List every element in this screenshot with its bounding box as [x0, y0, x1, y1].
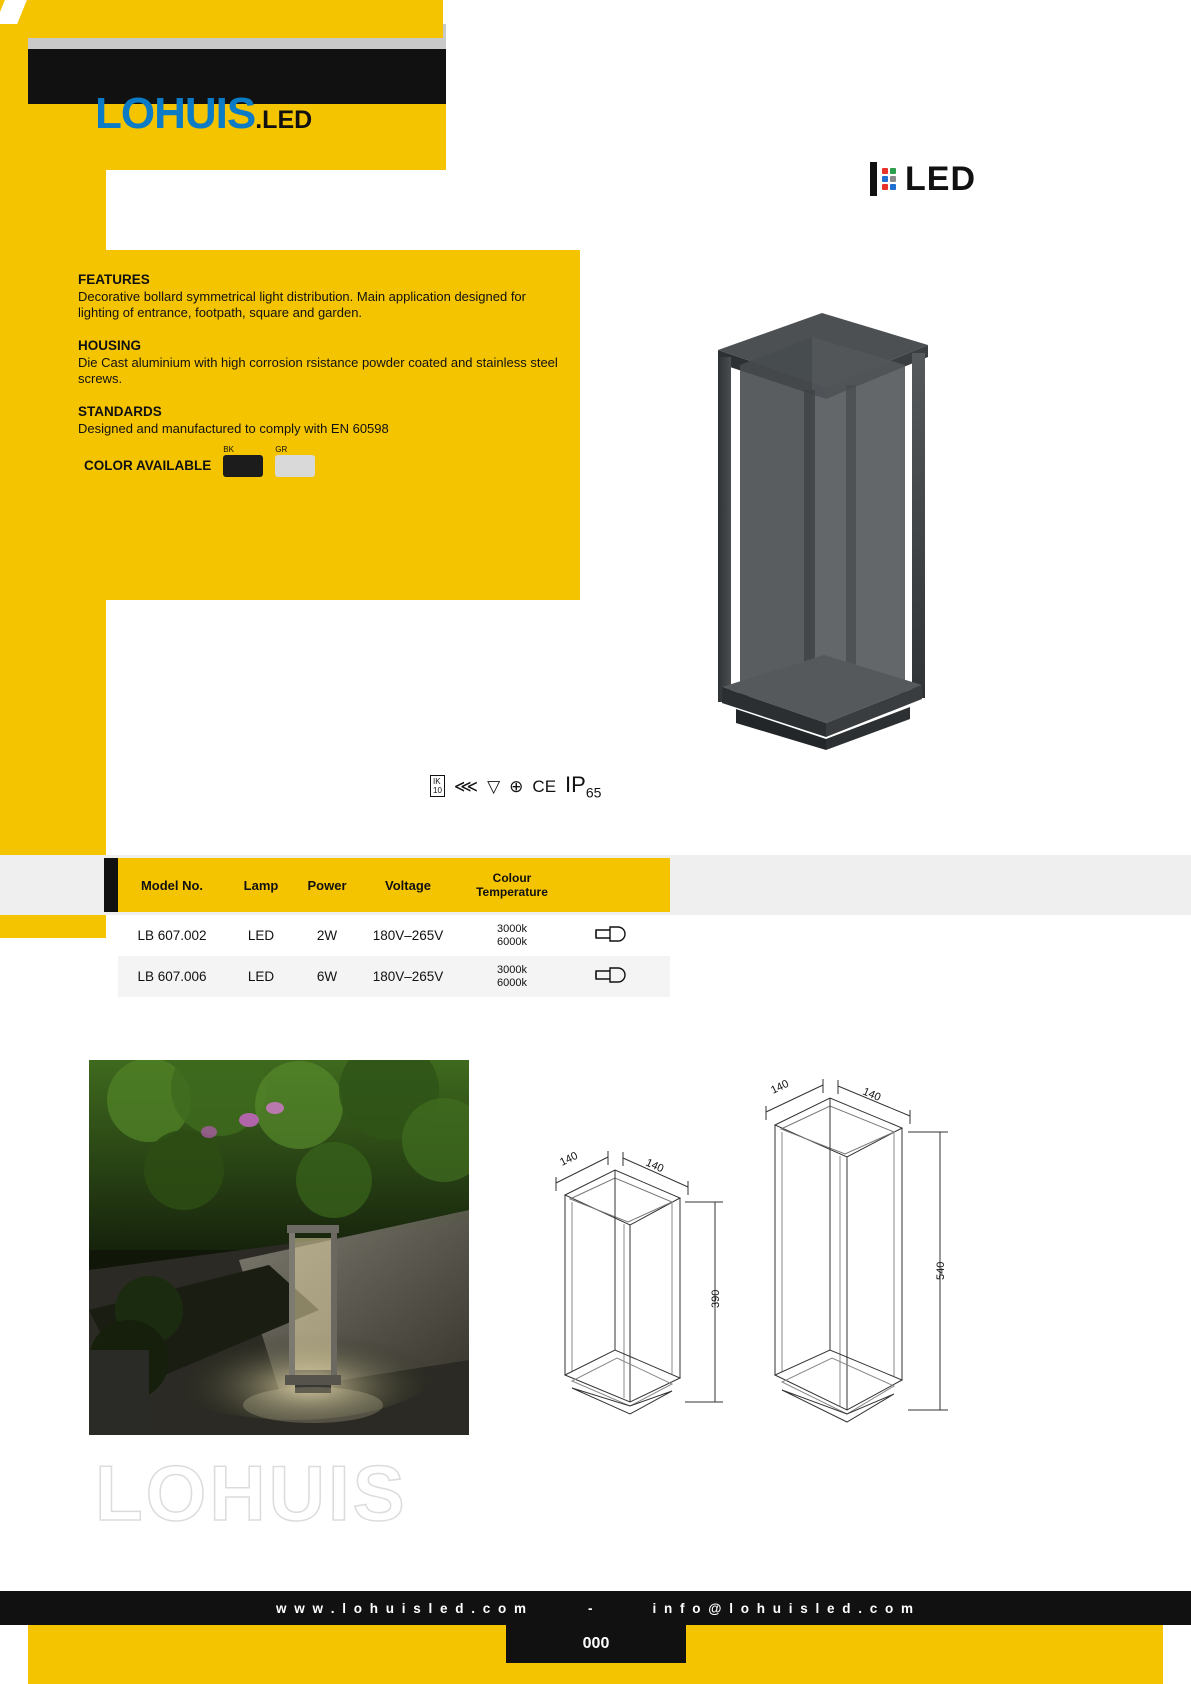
- table-header-lamp: Lamp: [243, 877, 279, 893]
- class-2-icon: ⋘: [453, 776, 479, 796]
- led-badge-bar: [870, 162, 877, 196]
- footer-white-right: [1163, 1625, 1191, 1684]
- color-swatch-bk-chip: [223, 455, 263, 477]
- color-available-row: [84, 445, 327, 477]
- cell-power: 6W: [316, 969, 338, 984]
- color-swatch-gr-code: GR: [275, 445, 288, 454]
- cell-colour-temperature: 3000k 6000k: [497, 963, 527, 989]
- table-row: [118, 956, 670, 997]
- features-body: Decorative bollard symmetrical light distribution. Main application designed for lighting of entrance, footpath, square and garden.: [78, 289, 526, 320]
- footer-website[interactable]: w w w . l o h u i s l e d . c o m: [276, 1600, 529, 1616]
- table-header-colour-temperature: Colour Temperature: [476, 871, 548, 899]
- features-heading: FEATURES: [78, 272, 150, 287]
- watermark-logo: LOHUIS: [95, 1449, 408, 1537]
- table-header-voltage: Voltage: [385, 877, 431, 893]
- logo-script-text: That's It: [215, 55, 321, 81]
- color-swatch-gr-chip: [275, 455, 315, 477]
- product-photo-bollard: [700, 295, 950, 765]
- application-photo: [89, 1060, 469, 1435]
- left-yellow-band: [0, 146, 28, 914]
- subtitle-line-1: LANDSCAPE: [765, 88, 875, 108]
- logo-name: LOHUIS: [95, 89, 256, 138]
- earth-icon: ⊕: [509, 776, 524, 796]
- color-swatch-bk-code: BK: [223, 445, 234, 454]
- led-bulb-icon: [566, 964, 670, 989]
- cell-colour-temperature: 3000k 6000k: [497, 922, 527, 948]
- ce-icon: CE: [532, 776, 557, 796]
- drawing-390: [556, 1151, 723, 1414]
- cell-lamp: LED: [247, 969, 275, 984]
- led-badge: [870, 158, 1070, 200]
- cell-model: LB 607.006: [137, 969, 207, 984]
- dim-right-height: 540: [935, 1261, 947, 1280]
- color-swatch-gr: [275, 445, 315, 477]
- warning-triangle-icon: ▽: [487, 776, 501, 796]
- brand-logo: [95, 55, 435, 150]
- cell-voltage: 180V–265V: [372, 969, 444, 984]
- technical-drawings: [520, 1050, 990, 1450]
- cell-model: LB 607.002: [137, 928, 207, 943]
- footer-white-left: [0, 1625, 28, 1684]
- led-badge-label: LED: [905, 159, 976, 198]
- dim-left-width-right: 140: [643, 1156, 666, 1176]
- dim-left-width-left: 140: [558, 1149, 580, 1169]
- table-black-tab: [104, 858, 118, 912]
- logo-wordmark: [95, 89, 435, 139]
- table-row: [118, 915, 670, 956]
- cell-voltage: 180V–265V: [372, 928, 444, 943]
- ip-rating-icon: [565, 772, 601, 800]
- standards-body: Designed and manufactured to comply with EN 60598: [78, 421, 389, 436]
- footer-email[interactable]: i n f o @ l o h u i s l e d . c o m: [652, 1600, 915, 1616]
- dim-left-height: 390: [710, 1289, 722, 1308]
- table-header-power: Power: [307, 877, 347, 893]
- ik10-icon: IK 10: [430, 775, 445, 797]
- dim-right-width-left: 140: [769, 1077, 791, 1097]
- features-text-block: [78, 272, 568, 454]
- table-header: [118, 858, 670, 912]
- housing-body: Die Cast aluminium with high corrosion rsistance powder coated and stainless steel screws.: [78, 355, 558, 386]
- cell-power: 2W: [316, 928, 338, 943]
- ip-value: 65: [585, 784, 602, 801]
- certification-icons-row: [430, 768, 630, 804]
- dim-right-width-right: 140: [860, 1085, 883, 1104]
- page-number: 000: [506, 1625, 686, 1663]
- logo-suffix: .LED: [255, 106, 313, 134]
- color-swatch-bk: [223, 445, 263, 477]
- led-badge-dots: [882, 168, 896, 190]
- footer-separator: -: [588, 1600, 593, 1616]
- standards-heading: STANDARDS: [78, 404, 162, 419]
- color-available-label: COLOR AVAILABLE: [84, 458, 212, 473]
- page-subtitle: [765, 86, 1165, 136]
- housing-heading: HOUSING: [78, 338, 142, 353]
- ip-prefix: IP: [565, 771, 586, 797]
- led-bulb-icon: [566, 923, 670, 948]
- top-left-yellow-block: [0, 0, 443, 38]
- page-title: OUTDOOR LIGHTING: [817, 36, 1119, 68]
- drawing-540: [766, 1079, 948, 1422]
- cell-lamp: LED: [247, 928, 275, 943]
- table-body: [118, 915, 670, 997]
- table-header-model: Model No.: [140, 877, 204, 893]
- footer-bar: [0, 1591, 1191, 1625]
- subtitle-line-2: BOLLARDS LIGHTING: [765, 113, 952, 133]
